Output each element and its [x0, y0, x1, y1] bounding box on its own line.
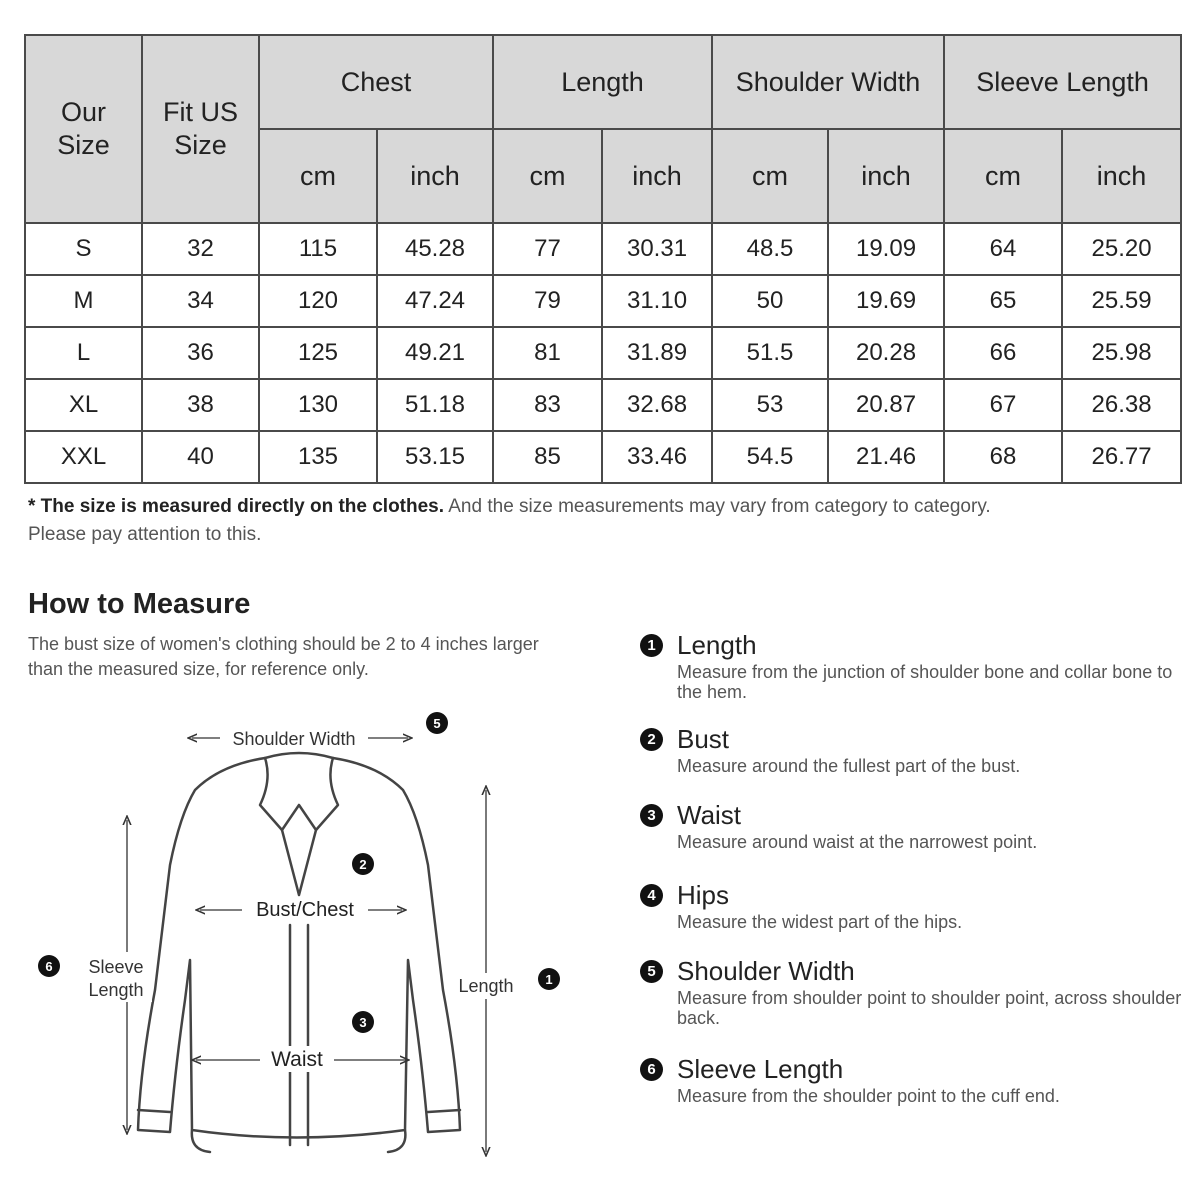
size-note: [28, 493, 1028, 549]
step-number-badge: 4: [640, 884, 663, 907]
step-number-badge: 1: [640, 634, 663, 657]
marker-2: [352, 853, 374, 875]
table-cell: 34: [142, 275, 259, 327]
table-cell: 64: [944, 223, 1062, 275]
table-cell: 20.87: [828, 379, 944, 431]
table-cell: 38: [142, 379, 259, 431]
label-shoulder-width: Shoulder Width: [232, 729, 356, 749]
table-cell: 115: [259, 223, 377, 275]
label-length: Length: [458, 976, 514, 996]
table-cell: 51.5: [712, 327, 828, 379]
table-cell: 31.10: [602, 275, 712, 327]
unit-cm: cm: [493, 129, 602, 223]
marker-6: [38, 955, 60, 977]
step-title: Hips: [677, 880, 730, 910]
label-sleeve-line2: Length: [88, 980, 144, 1000]
size-note-bold: * The size is measured directly on the clothes.: [28, 496, 445, 517]
unit-inch: inch: [828, 129, 944, 223]
table-cell: 85: [493, 431, 602, 483]
how-to-measure-title: How to Measure: [28, 588, 251, 620]
step-title: Sleeve Length: [677, 1054, 844, 1084]
step-description: Measure around waist at the narrowest point.: [677, 832, 1038, 852]
size-note-rest: And the size measurements may vary from category to category. Please pay attention to this.: [28, 496, 991, 545]
table-cell: 54.5: [712, 431, 828, 483]
table-cell: S: [25, 223, 142, 275]
table-cell: 31.89: [602, 327, 712, 379]
unit-cm: cm: [944, 129, 1062, 223]
unit-cm: cm: [259, 129, 377, 223]
table-cell: 68: [944, 431, 1062, 483]
table-cell: 53.15: [377, 431, 493, 483]
table-cell: 47.24: [377, 275, 493, 327]
table-cell: 32.68: [602, 379, 712, 431]
table-cell: 49.21: [377, 327, 493, 379]
unit-inch: inch: [602, 129, 712, 223]
step-title: Shoulder Width: [677, 956, 855, 986]
table-cell: 67: [944, 379, 1062, 431]
table-row: [25, 327, 1181, 379]
marker-6-num: 6: [45, 959, 53, 974]
marker-5-num: 5: [433, 716, 441, 731]
table-cell: 81: [493, 327, 602, 379]
table-row: [25, 431, 1181, 483]
table-cell: 30.31: [602, 223, 712, 275]
list-item: [640, 880, 1190, 956]
header-chest: Chest: [259, 35, 493, 129]
table-cell: 120: [259, 275, 377, 327]
step-number-badge: 6: [640, 1058, 663, 1081]
table-cell: 36: [142, 327, 259, 379]
table-cell: 77: [493, 223, 602, 275]
marker-3: [352, 1011, 374, 1033]
marker-3-num: 3: [359, 1015, 367, 1030]
list-item: [640, 956, 1190, 1054]
step-description: Measure around the fullest part of the bust.: [677, 756, 1021, 776]
table-cell: 135: [259, 431, 377, 483]
table-cell: 19.69: [828, 275, 944, 327]
step-description: Measure from the shoulder point to the cuff end.: [677, 1086, 1060, 1106]
table-cell: L: [25, 327, 142, 379]
table-cell: 19.09: [828, 223, 944, 275]
size-chart-table: [24, 34, 1182, 484]
marker-2-num: 2: [359, 857, 367, 872]
step-number-badge: 3: [640, 804, 663, 827]
step-description: Measure from shoulder point to shoulder point, across shoulder back.: [677, 988, 1182, 1028]
list-item: [640, 1054, 1190, 1114]
header-sleeve-length: Sleeve Length: [944, 35, 1181, 129]
table-row: [25, 275, 1181, 327]
table-cell: XL: [25, 379, 142, 431]
table-cell: 26.38: [1062, 379, 1181, 431]
table-cell: 83: [493, 379, 602, 431]
marker-1-num: 1: [545, 972, 553, 987]
header-length: Length: [493, 35, 712, 129]
table-cell: 32: [142, 223, 259, 275]
unit-cm: cm: [712, 129, 828, 223]
step-number-badge: 5: [640, 960, 663, 983]
step-title: Waist: [677, 800, 742, 830]
table-cell: 66: [944, 327, 1062, 379]
marker-1: [538, 968, 560, 990]
unit-inch: inch: [1062, 129, 1181, 223]
header-our-size: Our Size: [25, 35, 142, 223]
table-cell: 25.98: [1062, 327, 1181, 379]
label-sleeve-line1: Sleeve: [88, 957, 144, 977]
table-cell: 79: [493, 275, 602, 327]
shirt-outline: [138, 753, 460, 1152]
table-cell: 50: [712, 275, 828, 327]
list-item: [640, 630, 1190, 724]
label-bust-chest: Bust/Chest: [256, 899, 354, 921]
table-row: [25, 379, 1181, 431]
table-cell: 51.18: [377, 379, 493, 431]
table-cell: 26.77: [1062, 431, 1181, 483]
table-cell: 48.5: [712, 223, 828, 275]
table-cell: 45.28: [377, 223, 493, 275]
list-item: [640, 800, 1190, 880]
table-cell: 25.20: [1062, 223, 1181, 275]
table-row: [25, 223, 1181, 275]
table-cell: 40: [142, 431, 259, 483]
header-shoulder-width: Shoulder Width: [712, 35, 944, 129]
step-description: Measure the widest part of the hips.: [677, 912, 963, 932]
table-cell: 33.46: [602, 431, 712, 483]
table-cell: 65: [944, 275, 1062, 327]
measure-steps-list: [640, 630, 1190, 1114]
shirt-diagram: [20, 690, 600, 1180]
step-description: Measure from the junction of shoulder bone and collar bone to the hem.: [677, 662, 1173, 702]
table-cell: XXL: [25, 431, 142, 483]
table-cell: 21.46: [828, 431, 944, 483]
step-number-badge: 2: [640, 728, 663, 751]
step-title: Length: [677, 630, 757, 660]
table-cell: 25.59: [1062, 275, 1181, 327]
table-cell: 130: [259, 379, 377, 431]
unit-inch: inch: [377, 129, 493, 223]
how-to-measure-subtitle: The bust size of women's clothing should be 2 to 4 inches larger than the measured size, for reference only.: [28, 634, 539, 679]
header-fit-us-size: Fit US Size: [142, 35, 259, 223]
list-item: [640, 724, 1190, 800]
step-title: Bust: [677, 724, 730, 754]
table-cell: 53: [712, 379, 828, 431]
table-cell: 20.28: [828, 327, 944, 379]
label-waist: Waist: [271, 1048, 323, 1071]
table-cell: M: [25, 275, 142, 327]
table-cell: 125: [259, 327, 377, 379]
marker-5: [426, 712, 448, 734]
